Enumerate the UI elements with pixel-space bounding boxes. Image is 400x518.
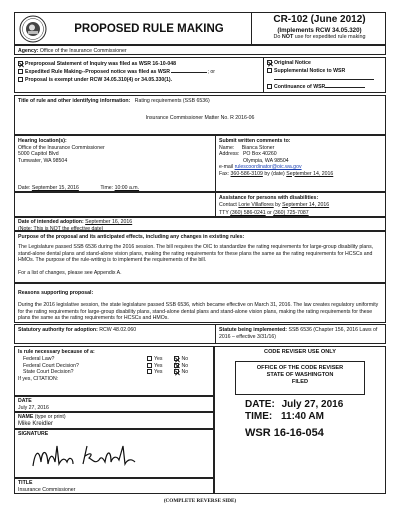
supplemental-notice-item: Supplemental Notice to WSR (267, 68, 384, 75)
code-reviser-section (214, 346, 386, 494)
expedited-checkbox[interactable] (18, 69, 23, 74)
assistance-contact: Contact Lorie Villaflores by September 14, 2016 (219, 201, 330, 208)
adoption-note: (Note: This is NOT the effective date) (18, 225, 104, 232)
date-label: DATE (18, 398, 32, 404)
authority-row (14, 324, 386, 344)
name-value: Mike Kreidler (18, 420, 54, 427)
name-section (14, 412, 214, 429)
hearing-comments-row (14, 135, 386, 192)
citation-line: If yes, CITATION: (18, 376, 59, 382)
form-header (14, 12, 386, 45)
purpose-appendix: For a list of changes, please see Appendix A. (18, 269, 122, 276)
title-field-value: Insurance Commissioner (18, 486, 76, 493)
form-title: PROPOSED RULE MAKING (74, 23, 224, 35)
date-value: July 27, 2016 (18, 404, 49, 411)
federal-label: Is rule necessary because of a: (18, 349, 95, 355)
matter-number: Insurance Commissioner Matter No. R 2016-06 (145, 114, 255, 121)
filed-time: TIME: 11:40 AM (245, 411, 324, 422)
hearing-section (18, 138, 213, 164)
agency-row (14, 45, 386, 55)
date-section (14, 396, 214, 412)
reasons-text: During the 2016 legislative session, the state legislature passed SSB 6536, which became effective on March 31, 2016. The law creates regulatory uniformity for the rating requirements for large-group disability plans, stand-alone dental plans and stand-alone vision plans, making the rating requirements for these plans the same as the rating requirements for HCSCs and HMOs. (18, 302, 379, 321)
preproposal-checkbox[interactable] (18, 61, 23, 66)
federal-law-yes-checkbox[interactable] (147, 356, 152, 361)
comments-fax: Fax: 360-586-3109 by (date) September 14, 2016 (219, 170, 334, 177)
original-notice-item: Original Notice (267, 60, 384, 67)
federal-court-yes-checkbox[interactable] (147, 363, 152, 368)
agency-value: Office of the Insurance Commissioner (39, 47, 127, 54)
name-label: NAME (type or print) (18, 414, 66, 420)
assistance-row (14, 192, 386, 217)
filing-stamp: OFFICE OF THE CODE REVISER STATE OF WASHINGTON FILED (235, 361, 365, 395)
wsr-number: WSR 16-16-054 (245, 427, 324, 439)
comments-section (215, 136, 387, 192)
federal-law-no-checkbox[interactable] (174, 356, 179, 361)
original-notice-checkbox[interactable] (267, 60, 272, 65)
authority-section: Statutory authority for adoption: RCW 48.02.060 (18, 327, 137, 333)
signature-section (14, 429, 214, 478)
state-court-yes-checkbox[interactable] (147, 369, 152, 374)
federal-court-question: Federal Court Decision? (23, 362, 79, 369)
title-field-label: TITLE (18, 480, 33, 486)
notice-box (263, 58, 387, 92)
form-note: Do NOT use for expedited rule making (273, 34, 366, 41)
supplemental-notice-checkbox[interactable] (267, 68, 272, 73)
agency-label: Agency: (18, 47, 39, 54)
federal-court-answer: Yes No (147, 363, 217, 370)
signature-label: SIGNATURE (18, 431, 49, 437)
assistance-tty: TTY (360) 586-0241 or (360) 725-7087 (219, 210, 309, 216)
state-court-answer: Yes No (147, 369, 217, 376)
federal-law-question: Federal Law? (23, 356, 55, 362)
statute-section: Statute being implemented: SSB 6536 (Chapter 156, 2016 Laws of 2016 – effective 3/31/16) (215, 325, 387, 344)
code-reviser-label: CODE REVISER USE ONLY (264, 349, 336, 355)
expedited-item: Expedited Rule Making--Proposed notice was filed as WSR ; or (18, 69, 215, 76)
hearing-line-3: Tumwater, WA 98504 (18, 157, 68, 164)
reasons-row (14, 283, 386, 323)
federal-section (14, 346, 214, 396)
hearing-time: 10:00 a.m. (114, 185, 140, 191)
title-section (14, 478, 214, 494)
federal-law-answer: Yes No (147, 356, 217, 363)
preproposal-row (14, 57, 386, 93)
form-page (14, 12, 386, 506)
comments-label: Submit written comments to: (219, 138, 291, 144)
signature-image (29, 442, 149, 472)
continuance-checkbox[interactable] (267, 84, 272, 89)
comments-email-link[interactable]: rulescoordinator@oic.wa.gov (234, 164, 302, 170)
state-court-question: State Court Decision? (23, 369, 74, 375)
federal-court-no-checkbox[interactable] (174, 363, 179, 368)
continuance-item: Continuance of WSR (267, 84, 384, 91)
assistance-section (215, 193, 387, 217)
filed-date: DATE: July 27, 2016 (245, 399, 344, 410)
title-row (14, 95, 386, 135)
purpose-row (14, 231, 386, 283)
assistance-label: Assistance for persons with disabilities: (219, 195, 319, 201)
state-seal-icon (19, 15, 47, 43)
comments-name: Name: Bianca Stoner (219, 144, 275, 151)
form-implements: (Implements RCW 34.05.320) (277, 26, 362, 34)
hearing-line-1: Office of the Insurance Commissioner (18, 144, 105, 151)
exempt-item: Proposal is exempt under RCW 34.05.310(4) or 34.05.330(1). (18, 77, 172, 84)
hearing-line-2: 5000 Capitol Blvd (18, 151, 59, 157)
hearing-datetime: Date: September 15, 2016 Time: 10:00 a.m. (18, 185, 140, 191)
comments-address: Address: PO Box 40260 (219, 151, 277, 157)
exempt-checkbox[interactable] (18, 77, 23, 82)
footer-note: (COMPLETE REVERSE SIDE) (163, 498, 237, 504)
comments-email: e-mail rulescoordinator@oic.wa.gov (219, 164, 302, 170)
hearing-date: September 15, 2016 (31, 185, 79, 191)
comments-address-2: Olympia, WA 98504 (243, 157, 289, 164)
preproposal-item-1: Preproposal Statement of Inquiry was filed as WSR 16-10-048 (18, 61, 176, 68)
reasons-label: Reasons supporting proposal: (18, 289, 94, 296)
state-court-no-checkbox[interactable] (174, 369, 179, 374)
adoption-row (14, 217, 386, 231)
purpose-label: Purpose of the proposal and its anticipated effects, including any changes in existing rules: (18, 233, 245, 240)
adoption-date: Date of intended adoption: September 16, 2016 (18, 219, 133, 225)
title-value: Rating requirements (SSB 6536) (134, 98, 210, 104)
purpose-text: The Legislature passed SSB 6536 during the 2016 session. The bill requires the OIC to standardize the rating requirements for large-group disability plans, stand-alone dental plans and stand-alone vision plans, making the rating requirements for these plans the same as the rating requirements for HCSCs and HMOs. The purpose of the rule-writing is to implement the requirements of the bill. (18, 244, 374, 263)
hearing-label: Hearing location(s): (18, 138, 67, 144)
form-code-box (251, 12, 387, 45)
title-label: Title of rule and other identifying information: (18, 98, 131, 104)
form-code: CR-102 (June 2012) (273, 14, 366, 26)
